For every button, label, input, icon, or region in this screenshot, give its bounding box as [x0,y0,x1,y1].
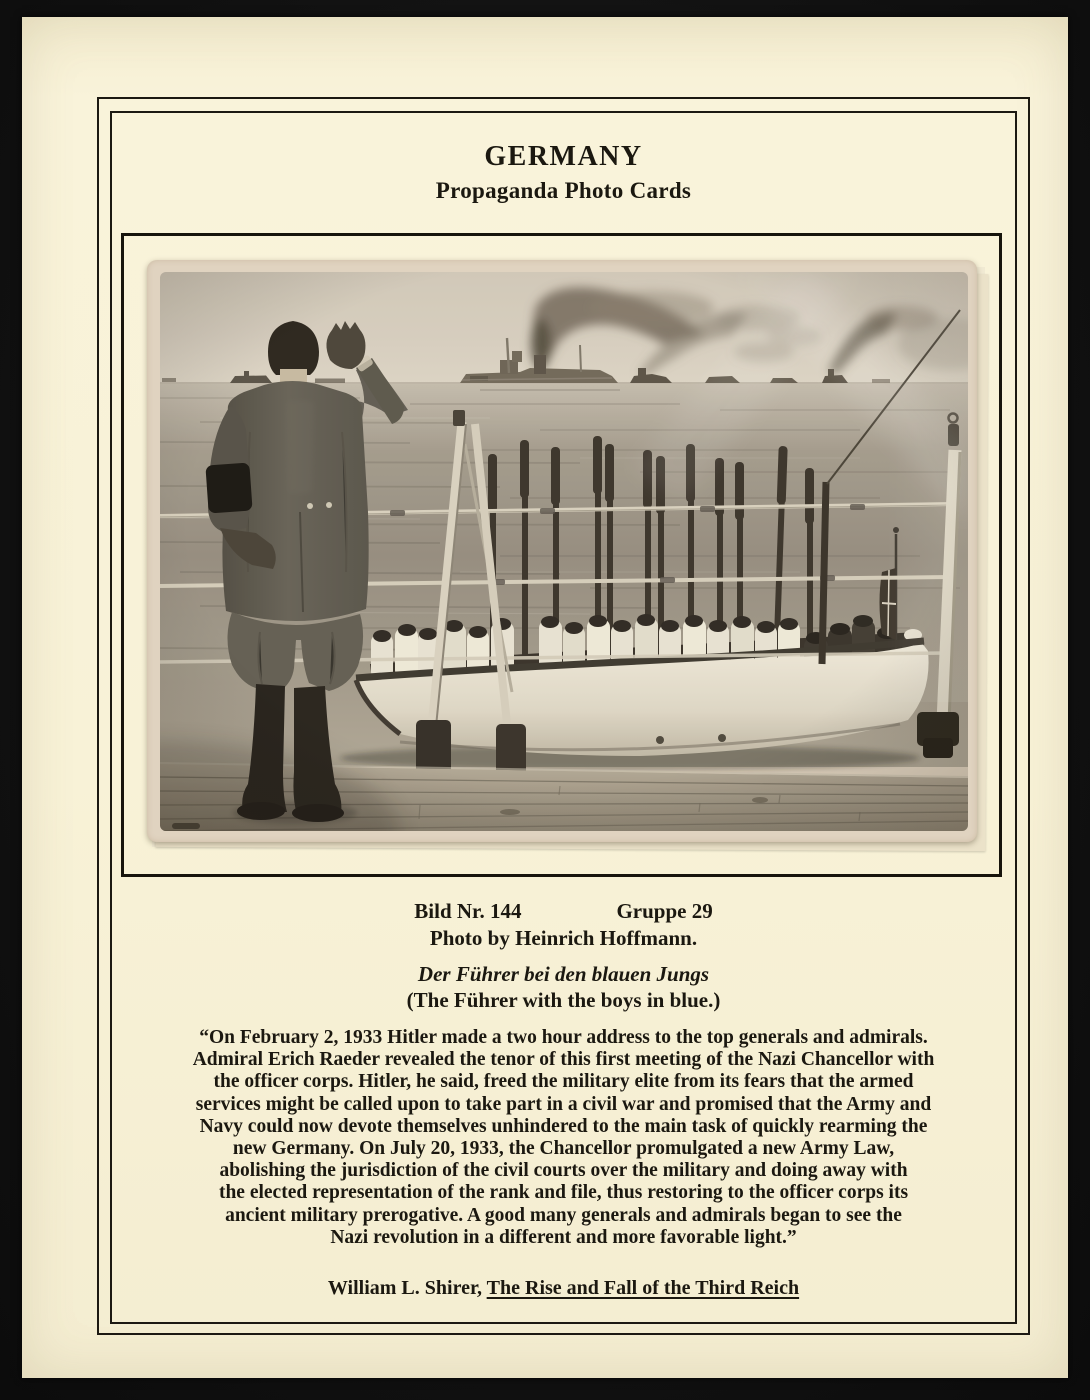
quote-line: the officer corps. Hitler, he said, freed the military elite from its fears that the armed [213,1071,914,1093]
quote-line: ancient military prerogative. A good many generals and admirals began to see the [225,1204,902,1226]
attribution-author: William L. Shirer, [327,1277,487,1299]
photo-caption-row [97,899,1030,924]
caption-gruppe: Gruppe 29 [616,899,713,923]
caption-bild-nr: Bild Nr. 144 [414,899,522,923]
quote-line: abolishing the jurisdiction of the civil courts over the military and doing away with [219,1160,908,1182]
quote-line: the elected representation of the rank and file, thus restoring to the officer corps its [218,1182,909,1204]
photo-credit: Photo by Heinrich Hoffmann. [429,926,698,950]
quote-line: Admiral Erich Raeder revealed the tenor of this first meeting of the Nazi Chancellor with [192,1049,935,1071]
attribution-work-title: The Rise and Fall of the Third Reich [486,1277,800,1299]
quote-line: services might be called upon to take part in a civil war and promised that the Army and [195,1093,932,1115]
caption-title-german: Der Führer bei den blauen Jungs [417,962,710,986]
scan-reflections [160,272,968,831]
quote-line: “On February 2, 1933 Hitler made a two hour address to the top generals and admirals. [199,1027,928,1048]
attribution-line [97,1277,1030,1300]
page-subtitle: Propaganda Photo Cards [435,178,692,203]
page-title: GERMANY [484,141,643,172]
quote-paragraph [97,1027,1030,1249]
propaganda-photo [160,272,968,831]
quote-line: Navy could now devote themselves unhindered to the main task of quickly rearming the [199,1115,928,1137]
album-page [22,17,1068,1378]
propaganda-photo-card [147,260,977,842]
quote-line: new Germany. On July 20, 1933, the Chancellor promulgated a new Army Law, [232,1138,895,1160]
caption-title-english: (The Führer with the boys in blue.) [406,988,721,1012]
quote-line: Nazi revolution in a different and more favorable light.” [330,1226,797,1248]
